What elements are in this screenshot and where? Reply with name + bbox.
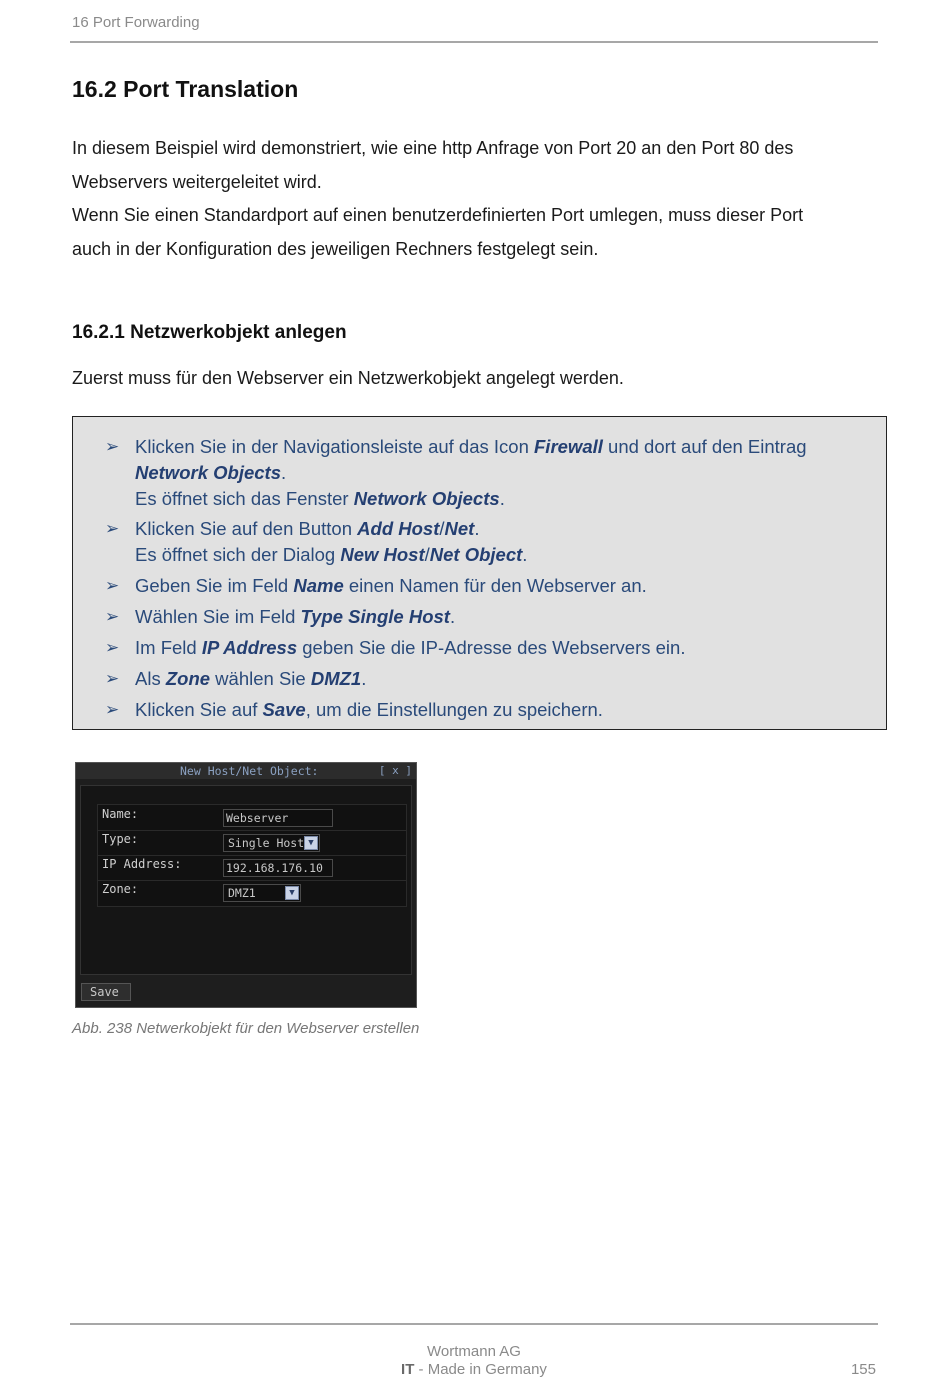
- footer-company: Wortmann AG: [427, 1343, 521, 1360]
- arrow-bullet-icon: ➢: [105, 638, 120, 657]
- step-5: ➢ Im Feld IP Address geben Sie die IP-Adresse des Webservers ein.: [135, 635, 875, 661]
- header-rule: [70, 41, 878, 43]
- step-7: ➢ Klicken Sie auf Save, um die Einstellungen zu speichern.: [135, 697, 875, 723]
- subsection-intro: Zuerst muss für den Webserver ein Netzwerkobjekt angelegt werden.: [72, 368, 624, 388]
- ui-term: Network Objects: [353, 488, 500, 509]
- intro-line: Webservers weitergeleitet wird.: [72, 171, 322, 192]
- ui-term: IP Address: [201, 637, 298, 658]
- dialog-titlebar: [76, 763, 416, 779]
- arrow-bullet-icon: ➢: [105, 519, 120, 538]
- name-label: Name:: [102, 807, 139, 821]
- subsection-title: 16.2.1 Netzwerkobjekt anlegen: [72, 322, 347, 343]
- chevron-down-icon[interactable]: ▼: [285, 886, 299, 900]
- step-2: ➢ Klicken Sie auf den Button Add Host/Net. Es öffnet sich der Dialog New Host/Net Object.: [105, 518, 528, 565]
- ui-term: Network Objects: [135, 462, 281, 483]
- figure-caption: Abb. 238 Netwerkobjekt für den Webserver erstellen: [72, 1020, 420, 1037]
- dialog-close-button[interactable]: [ x ]: [378, 764, 412, 777]
- arrow-bullet-icon: ➢: [105, 576, 120, 595]
- form-row-name: [98, 805, 406, 831]
- arrow-bullet-icon: ➢: [105, 607, 120, 626]
- ui-term: Type Single Host: [300, 606, 450, 627]
- zone-select[interactable]: [223, 884, 301, 902]
- arrow-bullet-icon: ➢: [105, 700, 120, 719]
- footer-tagline: IT - Made in Germany: [401, 1361, 547, 1378]
- ui-term: New Host: [340, 544, 425, 565]
- ui-term: Add Host: [357, 518, 440, 539]
- dialog-title: New Host/Net Object:: [180, 764, 319, 778]
- intro-line: Wenn Sie einen Standardport auf einen benutzerdefinierten Port umlegen, muss dieser Port: [72, 205, 804, 225]
- type-select-value: Single Host: [228, 836, 305, 850]
- intro-line: auch in der Konfiguration des jeweiligen Rechners festgelegt sein.: [72, 238, 599, 259]
- dialog-form: [97, 804, 407, 907]
- zone-select-value: DMZ1: [228, 886, 256, 900]
- ip-address-input[interactable]: 192.168.176.10: [223, 859, 333, 877]
- footer-rule: [70, 1323, 878, 1325]
- ui-term: Save: [262, 699, 306, 720]
- ui-term: Name: [293, 575, 344, 596]
- ui-term: Zone: [165, 668, 211, 689]
- ip-address-label: IP Address:: [102, 857, 182, 871]
- name-input[interactable]: Webserver: [223, 809, 333, 827]
- page-number: 155: [850, 1361, 876, 1378]
- arrow-bullet-icon: ➢: [105, 437, 120, 456]
- ui-term: Net: [444, 518, 475, 539]
- ui-term: Firewall: [534, 436, 603, 457]
- arrow-bullet-icon: ➢: [105, 669, 120, 688]
- ui-term: Net Object: [429, 544, 523, 565]
- section-title: 16.2 Port Translation: [72, 76, 299, 102]
- step-6: ➢ Als Zone wählen Sie DMZ1.: [135, 666, 875, 692]
- step-1: ➢ Klicken Sie in der Navigationsleiste auf das Icon Firewall und dort auf den Eintrag Network Objects. Es öffnet sich das Fenster Network Objects.: [105, 436, 807, 509]
- type-select[interactable]: [223, 834, 320, 852]
- running-header: 16 Port Forwarding: [72, 14, 200, 31]
- intro-line: In diesem Beispiel wird demonstriert, wie eine http Anfrage von Port 20 an den Port 80 des: [72, 138, 794, 158]
- chevron-down-icon[interactable]: ▼: [304, 836, 318, 850]
- instruction-box: [72, 416, 887, 730]
- form-row-type: [98, 830, 406, 856]
- zone-label: Zone:: [102, 882, 139, 896]
- form-row-zone: [98, 880, 406, 905]
- new-host-dialog-screenshot: [75, 762, 417, 1008]
- type-label: Type:: [102, 832, 139, 846]
- step-3: ➢ Geben Sie im Feld Name einen Namen für den Webserver an.: [135, 573, 875, 599]
- save-button[interactable]: Save: [81, 983, 131, 1001]
- step-4: ➢ Wählen Sie im Feld Type Single Host.: [135, 604, 875, 630]
- ui-term: DMZ1: [310, 668, 362, 689]
- form-row-ip: [98, 855, 406, 881]
- dialog-body: [80, 785, 412, 975]
- intro-paragraph: [72, 132, 882, 266]
